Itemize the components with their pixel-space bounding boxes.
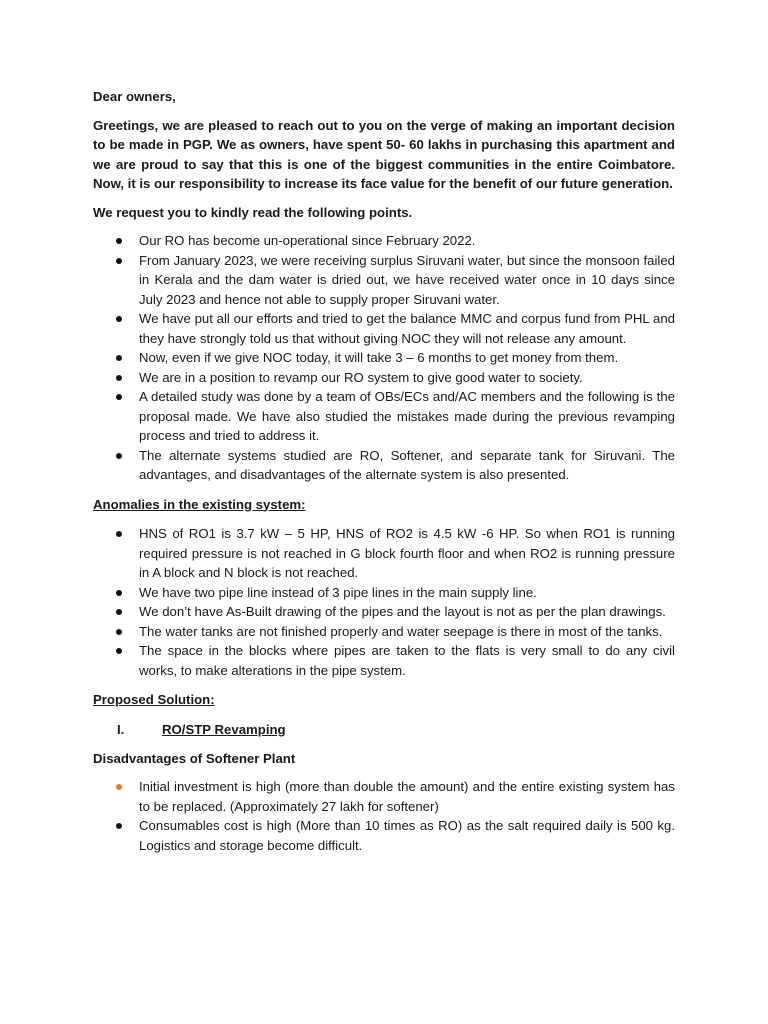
list-item: We have put all our efforts and tried to get the balance MMC and corpus fund from PHL and they have strongly told us that without giving NOC they will not release any amount. — [93, 309, 675, 348]
bullet-icon — [116, 238, 122, 244]
bullet-icon — [116, 629, 122, 635]
bullet-icon — [116, 394, 122, 400]
list-item: We are in a position to revamp our RO system to give good water to society. — [93, 368, 675, 388]
letter-body — [93, 87, 675, 855]
list-item: Now, even if we give NOC today, it will take 3 – 6 months to get money from them. — [93, 348, 675, 368]
list-item: A detailed study was done by a team of OBs/ECs and/AC members and the following is the proposal made. We have also studied the mistakes made during the previous revamping process and tried to address it. — [93, 387, 675, 446]
bullet-icon — [116, 453, 122, 459]
list-item: The space in the blocks where pipes are taken to the flats is very small to do any civil works, to make alterations in the pipe system. — [93, 641, 675, 680]
bullet-icon — [116, 375, 122, 381]
anomalies-list — [93, 524, 675, 680]
bullet-icon — [116, 258, 122, 264]
bullet-icon — [116, 648, 122, 654]
bullet-icon — [116, 784, 122, 790]
section-heading — [93, 720, 675, 740]
list-item: The water tanks are not finished properly and water seepage is there in most of the tanks. — [93, 622, 675, 642]
list-item: Consumables cost is high (More than 10 times as RO) as the salt required daily is 500 kg. Logistics and storage become difficult. — [93, 816, 675, 855]
bullet-icon — [116, 609, 122, 615]
list-item: HNS of RO1 is 3.7 kW – 5 HP, HNS of RO2 is 4.5 kW -6 HP. So when RO1 is running required pressure is not reached in G block fourth floor and when RO2 is running pressure in A block and N block is not reached. — [93, 524, 675, 583]
section-title: RO/STP Revamping — [162, 721, 286, 737]
list-item: We don’t have As-Built drawing of the pipes and the layout is not as per the plan drawings. — [93, 602, 675, 622]
disadvantages-list — [93, 777, 675, 855]
bullet-icon — [116, 531, 122, 537]
list-item: We have two pipe line instead of 3 pipe lines in the main supply line. — [93, 583, 675, 603]
list-item: Initial investment is high (more than double the amount) and the entire existing system has to be replaced. (Approximately 27 lakh for softener) — [93, 777, 675, 816]
anomalies-heading: Anomalies in the existing system: — [93, 496, 306, 512]
points-list — [93, 231, 675, 485]
salutation: Dear owners, — [93, 89, 176, 104]
bullet-icon — [116, 590, 122, 596]
bullet-icon — [116, 823, 122, 829]
list-item: The alternate systems studied are RO, Softener, and separate tank for Siruvani. The advantages, and disadvantages of the alternate system is also presented. — [93, 446, 675, 485]
proposed-solution-heading: Proposed Solution: — [93, 692, 215, 707]
section-number: I. — [117, 721, 125, 737]
intro-paragraph: Greetings, we are pleased to reach out to you on the verge of making an important decision to be made in PGP. We as owners, have spent 50- 60 lakhs in purchasing this apartment and we are proud to say that this is one of the biggest communities in the entire Coimbatore. Now, it is our responsibility to increase its face value for the benefit of our future generation. — [93, 117, 675, 191]
disadvantages-heading: Disadvantages of Softener Plant — [93, 750, 296, 766]
list-item: Our RO has become un-operational since February 2022. — [93, 231, 675, 251]
list-item: From January 2023, we were receiving surplus Siruvani water, but since the monsoon failed in Kerala and the dam water is dried out, we have received water once in 10 days since July 2023 and hence not able to supply proper Siruvani water. — [93, 251, 675, 310]
bullet-icon — [116, 316, 122, 322]
bullet-icon — [116, 355, 122, 361]
request-line: We request you to kindly read the following points. — [93, 204, 413, 220]
